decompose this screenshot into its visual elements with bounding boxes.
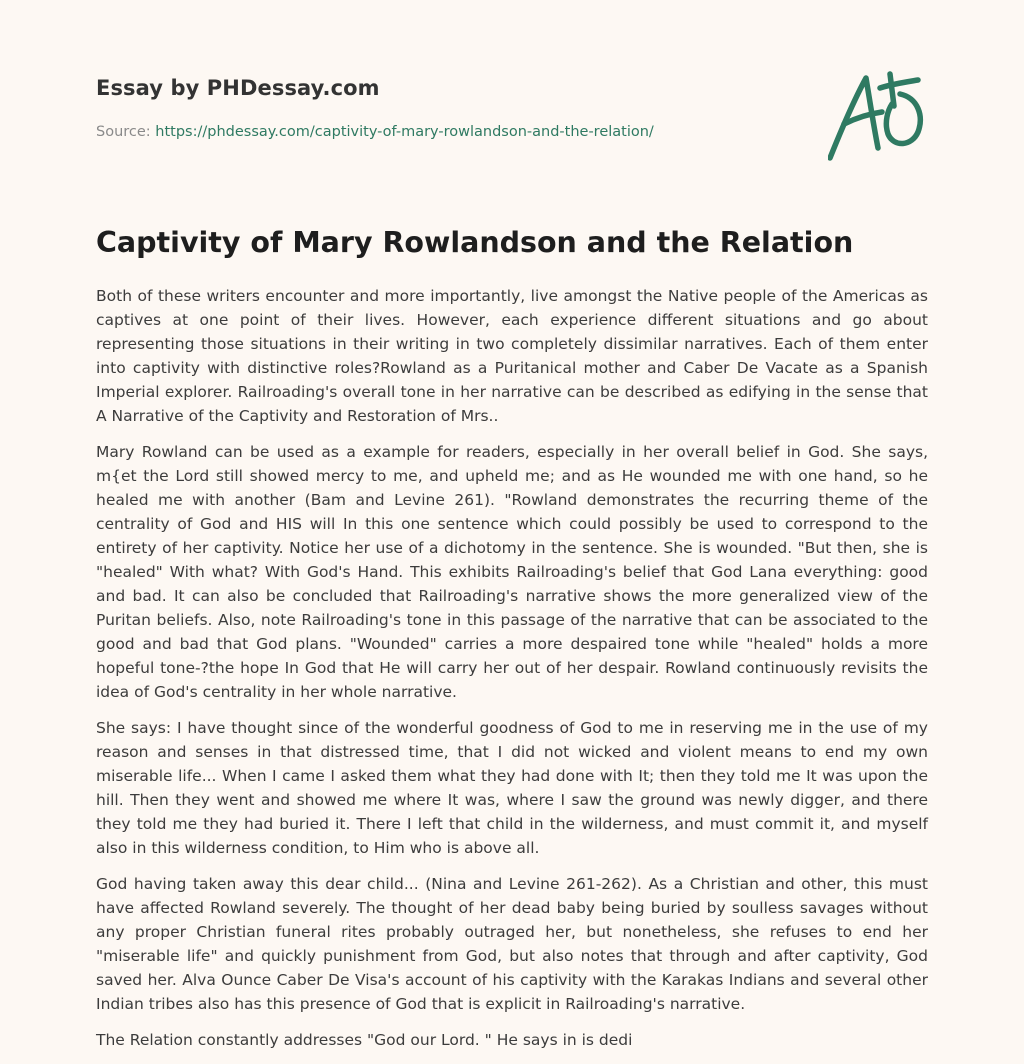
essay-paragraph: Mary Rowland can be used as a example for readers, especially in her overall belief in God. She says, m{et the Lord still showed mercy to me, and upheld me; and as He wounded me with one hand, so he healed me with another (Bam and Levine 261). "Rowland demonstrates the recurring theme of the centrality of God and HIS will In this one sentence which could possibly be used to correspond to the entirety of her captivity. Notice her use of a dichotomy in the sentence. She is wounded. "But then, she is "healed" With what? With God's Hand. This exhibits Railroading's belief that God Lana everything: good and bad. It can also be concluded that Railroading's narrative shows the more generalized view of the Puritan beliefs. Also, note Railroading's tone in this passage of the narrative that can be associated to the good and bad that God plans. "Wounded" carries a more despaired tone while "healed" holds a more hopeful tone-?the hope In God that He will carry her out of her despair. Rowland continuously revisits the idea of God's centrality in her whole narrative. (96, 443, 928, 701)
a-plus-logo-icon (828, 66, 928, 166)
essay-body (96, 284, 928, 1064)
site-brand: Essay by PHDessay.com (96, 76, 380, 100)
essay-title: Captivity of Mary Rowlandson and the Relation (96, 226, 854, 259)
source-link[interactable]: https://phdessay.com/captivity-of-mary-rowlandson-and-the-relation/ (155, 124, 654, 140)
essay-paragraph: She says: I have thought since of the wonderful goodness of God to me in reserving me in the use of my reason and senses in that distressed time, that I did not wicked and violent means to end my own miserable life... When I came I asked them what they had done with It; then they told me It was upon the hill. Then they went and showed me where It was, where I saw the ground was newly digger, and there they told me they had buried it. There I left that child in the wilderness, and must commit it, and myself also in this wilderness condition, to Him who is above all. (96, 719, 928, 857)
essay-paragraph: The Relation constantly addresses "God our Lord. " He says in is dedi (96, 1031, 633, 1049)
source-label: Source: (96, 124, 156, 140)
essay-paragraph: Both of these writers encounter and more importantly, live amongst the Native people of the Americas as captives at one point of their lives. However, each experience different situations and go about representing those situations in their writing in two completely dissimilar narratives. Each of them enter into captivity with distinctive roles?Rowland as a Puritanical mother and Caber De Vacate as a Spanish Imperial explorer. Railroading's overall tone in her narrative can be described as edifying in the sense that A Narrative of the Captivity and Restoration of Mrs.. (96, 287, 928, 425)
essay-paragraph: God having taken away this dear child... (Nina and Levine 261-262). As a Christian and other, this must have affected Rowland severely. The thought of her dead baby being buried by soulless savages without any proper Christian funeral rites probably outraged her, but nonetheless, she refuses to end her "miserable life" and quickly punishment from God, but also notes that through and after captivity, God saved her. Alva Ounce Caber De Visa's account of his captivity with the Karakas Indians and several other Indian tribes also has this presence of God that is explicit in Railroading's narrative. (96, 875, 928, 1013)
source-line (96, 124, 654, 140)
